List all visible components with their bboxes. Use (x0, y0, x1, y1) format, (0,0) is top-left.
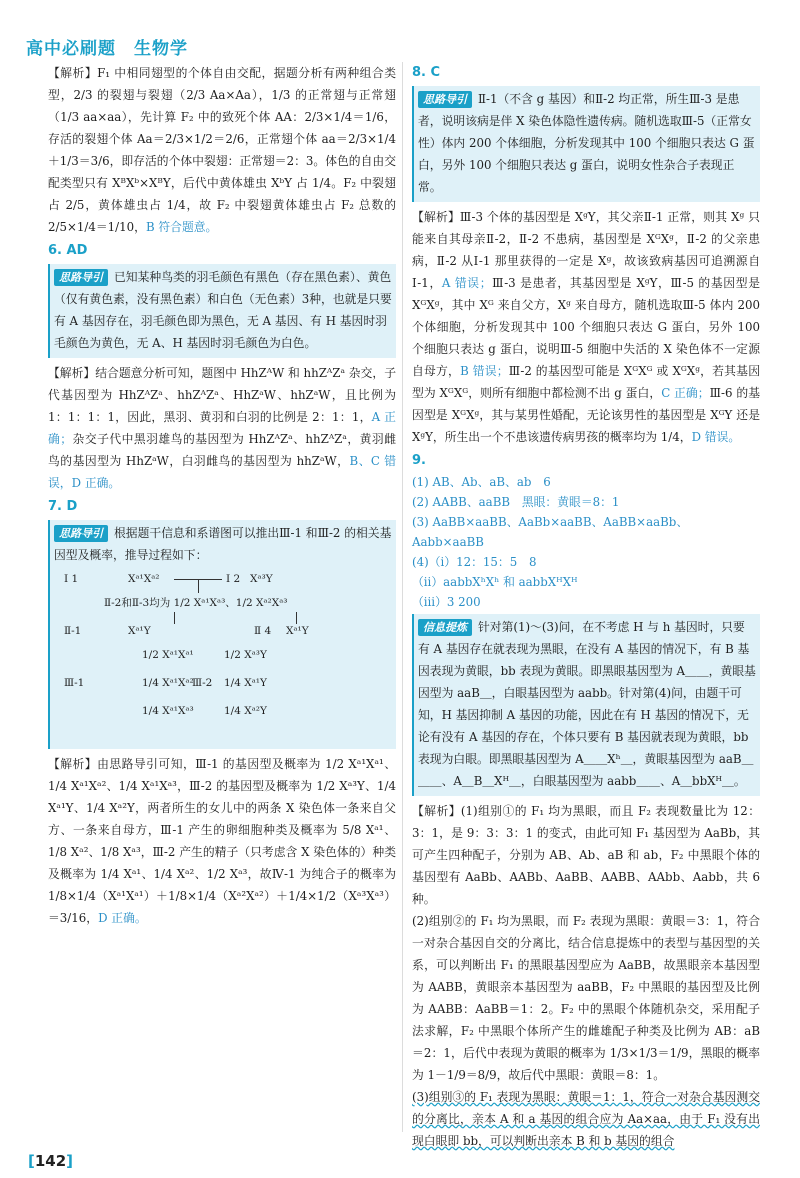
q9-info-text: 针对第(1)～(3)问，在不考虑 H 与 h 基因时，只要有 A 基因存在就表现为黑眼，在没有 A 基因的情况下，有 B 基因表现为黄眼，bb 表现为黄眼。即黑眼基因型为 A＿＿，黄眼基因型为 aaB＿，白眼基因型为 aabb。针对第(4)问，由题干可知，H 基因抑制 A 基因的功能，因此在有 H 基因的情况下，无论有没有 A 基因的存在，个体只要有 B 基因就表现为黄眼，bb 表现为白眼。即黑眼基因型为 A＿＿Xʰ＿，黄眼基因型为 aaB＿＿＿、A＿B＿Xᴴ＿，白眼基因型为 aabb＿＿、A＿bbXᴴ＿。 (418, 620, 756, 788)
ped-ii1-genotype: Xᵃ¹Y (128, 625, 151, 637)
q8-analysis: 【解析】Ⅲ-3 个体的基因型是 XᵍY，其父亲Ⅱ-1 正常，则其 Xᵍ 只能来自其母亲Ⅱ-2，Ⅱ-2 不患病，基因型是 XᴳXᵍ，Ⅱ-2 的父亲患病，Ⅱ-2 从Ⅰ-1 那里获得的一定是 Xᵍ，故该致病基因可追溯源自Ⅰ-1，A 错误；Ⅲ-3 是患者，其基因型是 XᵍY，Ⅲ-5 的基因型是 XᴳXᵍ，其中 Xᴳ 来自父方，Xᵍ 来自母方，随机选取Ⅲ-5 体内 200 个体细胞，分析发现其中 100 个细胞只表达 G 蛋白，另外 100 个细胞只表达 g 蛋白，说明Ⅲ-5 细胞中失活的 X 染色体不一定源自母方，B 错误；Ⅲ-2 的基因型可能是 XᴳXᴳ 或 XᴳXᵍ，若其基因型为 XᴳXᴳ，则所有细胞中都检测不出 g 蛋白，C 正确；Ⅲ-6 的基因型是 XᴳXᵍ，其与某男性婚配，无论该男性的基因型是 XᴳY 还是 XᵍY，所生出一个不患该遗传病男孩的概率均为 1/4，D 错误。 (412, 210, 761, 444)
ped-d3: 1/4 Xᵃ²Y (224, 705, 267, 717)
q9-answer-line: (4)（ⅰ）12：15：5 8 (412, 555, 537, 569)
ped-line-right (296, 612, 297, 624)
left-column (48, 62, 396, 929)
q9-number: 9. (412, 453, 426, 468)
ped-iii2-label: Ⅲ-2 (192, 677, 213, 689)
ped-ii2-ii3: Ⅱ-2和Ⅱ-3均为 1/2 Xᵃ¹Xᵃ³、1/2 Xᵃ²Xᵃ³ (104, 597, 288, 609)
ped-iii1-label: Ⅲ-1 (64, 677, 85, 689)
ped-ii1-label: Ⅱ-1 (64, 625, 82, 637)
q6-guide-label: 思路导引 (54, 269, 108, 286)
q7-number: 7. D (48, 499, 78, 514)
q9-info-label: 信息提炼 (418, 619, 472, 636)
q5-analysis: 【解析】F₁ 中相同翅型的个体自由交配，据题分析有两种组合类型，2/3 的裂翅与裂翅（2/3 Aa×Aa），1/3 的正常翅与正常翅（1/3 aa×aa），先计算 F₂ 中的致死个体 AA：2/3×1/4＝1/6，存活的裂翅个体 Aa＝2/3×1/2＝2/6，正常翅个体 aa＝2/3×1/4＋1/3＝3/6，即存活的个体中裂翅：正常翅＝2：3。体色的自由交配类型只有 XᴮXᵇ×XᴮY，后代中黄体雄虫 XᵇY 占 1/4。F₂ 中裂翅占 2/5，黄体雄虫占 1/4，故 F₂ 中裂翅黄体雄虫占 F₂ 总数的 2/5×1/4＝1/10，B 符合题意。 (48, 66, 396, 234)
q7-guide-text: 根据题干信息和系谱图可以推出Ⅲ-1 和Ⅲ-2 的相关基因型及概率，推导过程如下： (54, 526, 392, 562)
q9-answers (412, 472, 760, 612)
ped-ii4-genotype: Xᵃ¹Y (286, 625, 309, 637)
ped-line-left (174, 612, 175, 624)
q7-guide-box (48, 520, 396, 749)
ped-d2: 1/4 Xᵃ¹Y (224, 677, 267, 689)
q9-info-box (412, 614, 760, 796)
q6-number: 6. AD (48, 243, 88, 258)
ped-descent-line (198, 579, 199, 593)
q8-guide-label: 思路导引 (418, 91, 472, 108)
q8-guide-text: Ⅱ-1（不含 g 基因）和Ⅱ-2 均正常，所生Ⅲ-3 是患者，说明该病是伴 X 染色体隐性遗传病。随机选取Ⅲ-5（正常女性）体内 200 个体细胞，分析发现其中 100 个细胞只表达 G 蛋白，另外 100 个细胞只表达 g 蛋白，说明女性杂合子表现正常。 (418, 92, 755, 194)
ped-i1-genotype: Xᵃ¹Xᵃ² (128, 573, 160, 585)
q9-answer-line: （ⅱ）aabbXʰXʰ 和 aabbXᴴXᴴ (412, 575, 578, 589)
q9-analysis-2: (2)组别②的 F₁ 均为黑眼，而 F₂ 表现为黑眼：黄眼＝3：1，符合一对杂合基因自交的分离比，结合信息提炼中的表型与基因型的关系，可以判断出 F₁ 的黑眼基因型应为 AaBB，故黑眼亲本基因型为 AABB，黄眼亲本基因型为 aaBB，F₂ 中黑眼的基因型及比例为 AABB：AaBB＝1：2。F₂ 中的黑眼个体随机杂交，采用配子法求解，F₂ 中黑眼个体所产生的雌雄配子种类及比例为 AB：aB＝2：1，后代中表现为黄眼的概率为 1/3×1/3＝1/9，黑眼的概率为 1－1/9＝8/9，故后代中黑眼：黄眼＝8：1。 (412, 914, 760, 1082)
ped-c1: 1/2 Xᵃ¹Xᵃ¹ (142, 649, 194, 661)
q7-guide-label: 思路导引 (54, 525, 108, 542)
q6-guide-box (48, 264, 396, 358)
ped-i1-label: Ⅰ 1 (64, 573, 79, 585)
ped-c3: 1/4 Xᵃ¹Xᵃ³ (142, 705, 194, 717)
ped-c2: 1/4 Xᵃ¹Xᵃ² (142, 677, 194, 689)
ped-i2-genotype: Xᵃ³Y (250, 573, 273, 585)
ped-d1: 1/2 Xᵃ³Y (224, 649, 267, 661)
q9-analysis-1: 【解析】(1)组别①的 F₁ 均为黑眼，而且 F₂ 表现数量比为 12：3：1，是 9：3：3：1 的变式，由此可知 F₁ 基因型为 AaBb，其可产生四种配子，分别为 AB、Ab、aB 和 ab，F₂ 中黑眼个体的基因型有 AaBb、AABb、AaBB、AABB、AAbb、Aabb，共 6 种。 (412, 804, 760, 906)
right-column (412, 62, 760, 1152)
q9-answer-line: (3) AaBB×aaBB、AaBb×aaBB、AaBB×aaBb、Aabb×aaBB (412, 515, 689, 549)
q9-answer-line: （ⅲ）3 200 (412, 595, 481, 609)
q9-analysis-3: (3)组别③的 F₁ 表现为黑眼：黄眼＝1：1，符合一对杂合基因测交的分离比，亲本 A 和 a 基因的组合应为 Aa×aa，由于 F₁ 没有出现白眼即 bb，可以判断出亲本 B 和 b 基因的组合 (412, 1090, 760, 1148)
q7-pedigree-diagram (54, 568, 392, 743)
q7-analysis: 【解析】由思路导引可知，Ⅲ-1 的基因型及概率为 1/2 Xᵃ¹Xᵃ¹、1/4 Xᵃ¹Xᵃ²、1/4 Xᵃ¹Xᵃ³，Ⅲ-2 的基因型及概率为 1/2 Xᵃ³Y、1/4 Xᵃ¹Y、1/4 Xᵃ²Y，两者所生的女儿中的两条 X 染色体一条来自父方、一条来自母方，Ⅲ-1 产生的卵细胞种类及概率为 5/8 Xᵃ¹、1/8 Xᵃ²、1/8 Xᵃ³，Ⅲ-2 产生的精子（只考虑含 X 染色体的）种类及概率为 1/4 Xᵃ¹、1/4 Xᵃ²、1/2 Xᵃ³，故Ⅳ-1 为纯合子的概率为 1/8×1/4（Xᵃ¹Xᵃ¹）＋1/8×1/4（Xᵃ²Xᵃ²）＋1/4×1/2（Xᵃ³Xᵃ³）＝3/16，D 正确。 (48, 757, 396, 925)
page-header-title: 高中必刷题 生物学 (26, 39, 188, 59)
ped-ii4-label: Ⅱ 4 (254, 625, 272, 637)
q8-guide-box (412, 86, 760, 202)
ped-i2-label: Ⅰ 2 (226, 573, 241, 585)
q6-analysis: 【解析】结合题意分析可知，题图中 HhZᴬW 和 hhZᴬZᵃ 杂交，子代基因型为 HhZᴬZᵃ、hhZᴬZᵃ、HhZᵃW、hhZᵃW，且比例为 1：1：1：1，因此，黑羽、黄羽和白羽的比例是 2：1：1，A 正确；杂交子代中黑羽雄鸟的基因型为 HhZᴬZᵃ、hhZᴬZᵃ，黄羽雌鸟的基因型为 HhZᵃW，白羽雌鸟的基因型为 hhZᵃW，B、C 错误，D 正确。 (48, 366, 397, 490)
q9-answer-line: (1) AB、Ab、aB、ab 6 (412, 475, 551, 489)
column-divider (402, 62, 403, 1132)
q9-answer-line: (2) AABB、aaBB 黑眼：黄眼＝8：1 (412, 495, 620, 509)
q6-guide-text: 已知某种鸟类的羽毛颜色有黑色（存在黑色素）、黄色（仅有黄色素，没有黑色素）和白色（无色素）3种，也就是只要有 A 基因存在，羽毛颜色即为黑色，无 A 基因、有 H 基因时羽毛颜色为黄色，无 A、H 基因时羽毛颜色为白色。 (54, 270, 392, 350)
q8-number: 8. C (412, 65, 441, 80)
page-number: [142] (28, 1152, 74, 1170)
